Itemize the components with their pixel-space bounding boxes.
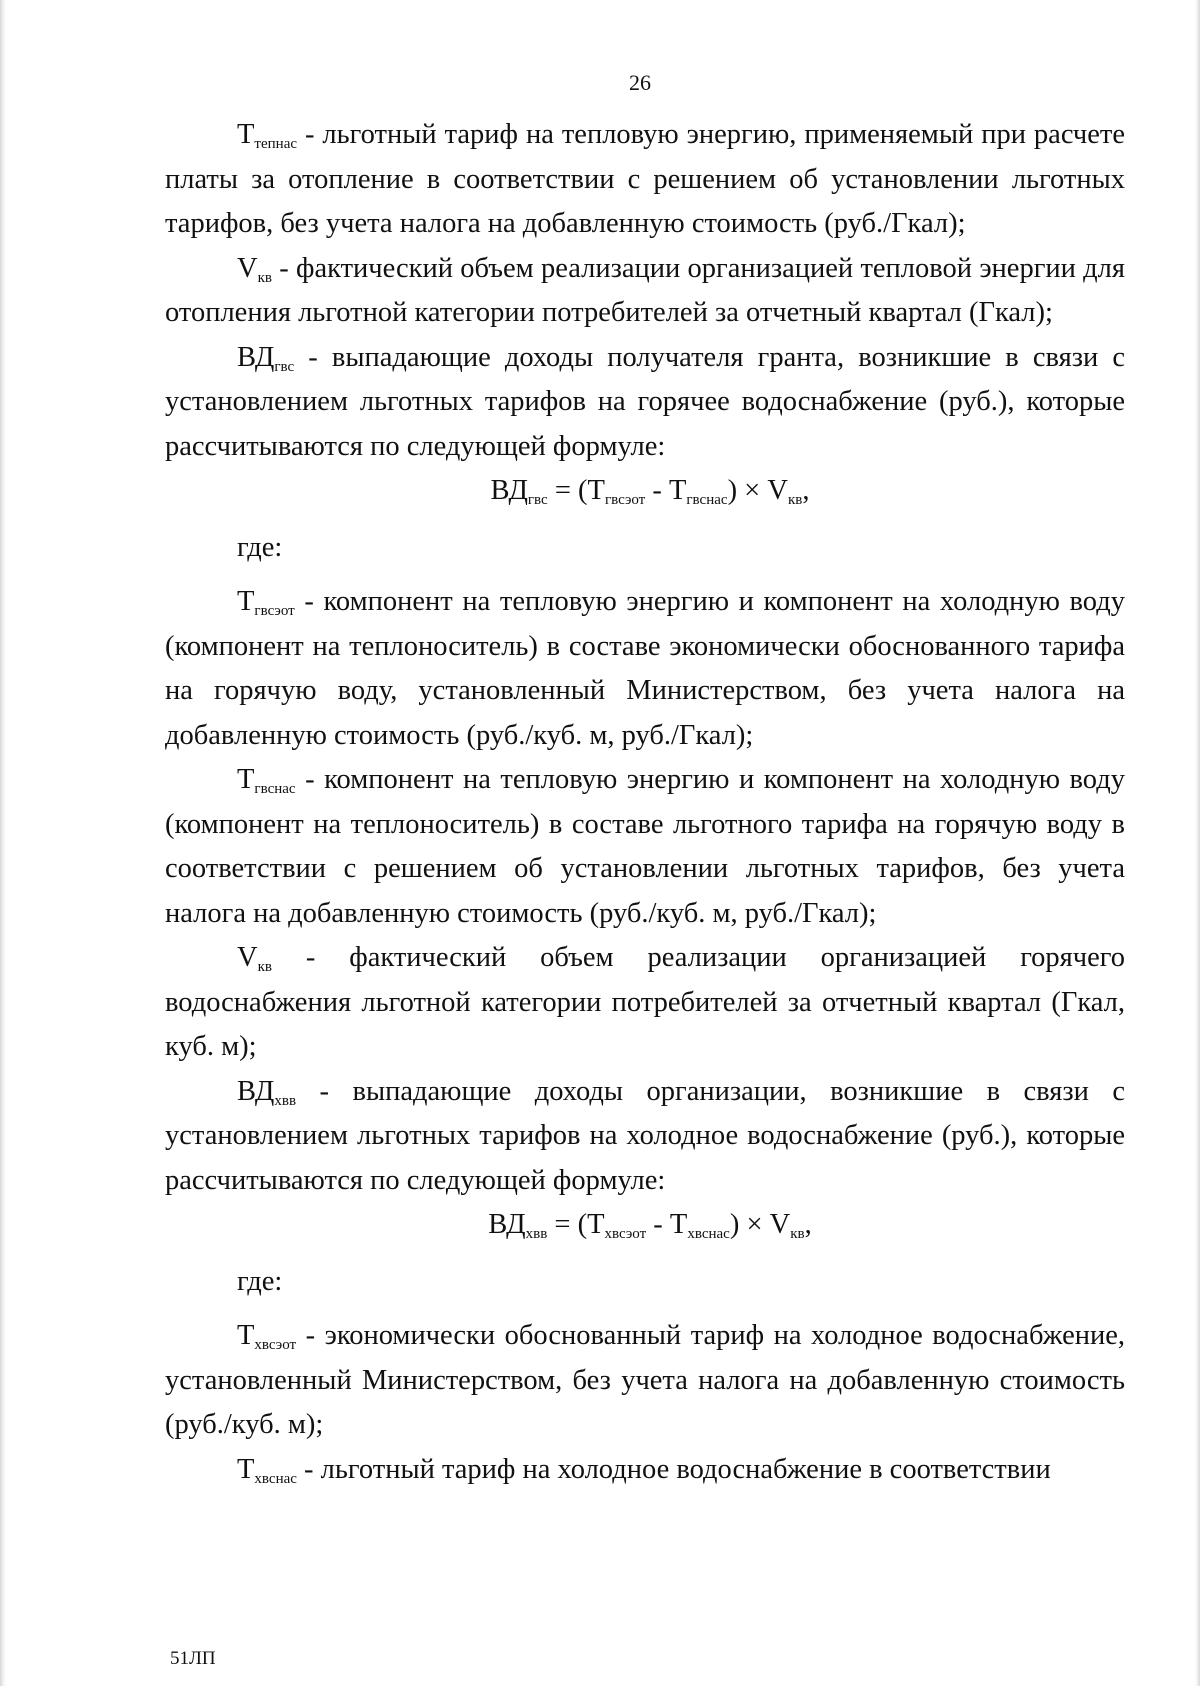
formula-lhs: ВД xyxy=(490,475,528,506)
definition-t-gvseot xyxy=(165,580,1125,758)
definition-vd-hvv xyxy=(165,1070,1125,1204)
symbol-subscript: хвв xyxy=(274,1092,297,1109)
symbol xyxy=(237,253,272,284)
symbol-subscript: гвс xyxy=(274,358,295,375)
where-label: где: xyxy=(237,531,283,563)
definition-text: - компонент на тепловую энергию и компонент на холодную воду (компонент на теплоноситель) в составе льготного тарифа на горячую воду в соответствии с решением об установлении льготных тарифов, без учета налога на добавленную стоимость (руб./куб. м, руб./Гкал); xyxy=(165,764,1125,929)
symbol-subscript: хвсэот xyxy=(254,1337,297,1353)
symbol-main: Т xyxy=(237,1453,255,1485)
symbol-main: Т xyxy=(237,119,255,150)
symbol-subscript: кв xyxy=(257,959,272,975)
symbol-main: V xyxy=(237,942,258,973)
formula-subscript: гвснас xyxy=(686,492,728,508)
symbol-main: V xyxy=(237,252,258,284)
symbol-subscript: хвснас xyxy=(254,1470,297,1487)
symbol-main: Т xyxy=(237,586,255,617)
symbol-main: Т xyxy=(237,764,255,795)
definition-v-kv-hot-water xyxy=(165,936,1125,1070)
formula-lhs-subscript: хвв xyxy=(525,1226,548,1242)
definition-t-hvseot xyxy=(165,1314,1125,1448)
document-body xyxy=(165,113,1125,1492)
formula-part: - Т xyxy=(646,1209,688,1240)
formula-lhs-subscript: гвс xyxy=(527,492,548,508)
formula-part: , xyxy=(802,475,810,506)
symbol xyxy=(237,1454,297,1485)
formula-part: , xyxy=(804,1209,812,1240)
symbol xyxy=(237,1076,296,1107)
formula-subscript: хвсэот xyxy=(604,1226,647,1242)
formula-part: = (Т xyxy=(547,1209,605,1240)
formula-lhs: ВД xyxy=(488,1209,526,1240)
symbol-subscript: кв xyxy=(257,269,272,286)
formula-part: - Т xyxy=(645,475,687,506)
definition-v-kv xyxy=(165,247,1125,336)
scan-edge-right xyxy=(1195,0,1200,1686)
symbol-main: ВД xyxy=(237,1075,275,1107)
definition-text: - экономически обоснованный тариф на холодное водоснабжение, установленный Министерством, без учета налога на добавленную стоимость (руб./куб. м); xyxy=(165,1320,1125,1440)
where-label: где: xyxy=(237,1265,283,1297)
definition-text: - льготный тариф на холодное водоснабжение в соответствии xyxy=(296,1453,1051,1485)
definition-text: - фактический объем реализации организацией тепловой энергии для отопления льготной категории потребителей за отчетный квартал (Гкал); xyxy=(165,252,1125,328)
symbol xyxy=(237,1320,296,1351)
definition-text: - выпадающие доходы получателя гранта, возникшие в связи с установлением льготных тарифов на горячее водоснабжение (руб.), которые рассчитываются по следующей формуле: xyxy=(165,341,1125,462)
symbol xyxy=(237,342,294,373)
formula-part: ) × V xyxy=(727,475,788,506)
formula-subscript: гвсэот xyxy=(604,492,646,508)
scan-edge-left xyxy=(0,0,6,1686)
document-code: 51ЛП xyxy=(170,1648,216,1669)
definition-vd-gvs xyxy=(165,336,1125,470)
definition-text: - выпадающие доходы организации, возникшие в связи с установлением льготных тарифов на холодное водоснабжение (руб.), которые рассчитываются по следующей формуле: xyxy=(165,1075,1125,1196)
definition-text: - компонент на тепловую энергию и компонент на холодную воду (компонент на теплоноситель) в составе экономически обоснованного тарифа на горячую воду, установленный Министерством, без учета налога на добавленную стоимость (руб./куб. м, руб./Гкал); xyxy=(165,586,1125,751)
symbol-main: ВД xyxy=(237,341,275,373)
formula-subscript: кв xyxy=(787,492,803,508)
page-number: 26 xyxy=(629,70,651,95)
formula-vd-gvs xyxy=(165,469,1125,514)
symbol-main: Т xyxy=(237,1320,255,1351)
symbol xyxy=(237,586,295,617)
formula-vd-hvv xyxy=(165,1203,1125,1248)
definition-t-gvsnas xyxy=(165,758,1125,936)
formula-subscript: хвснас xyxy=(687,1226,730,1242)
definition-text: - фактический объем реализации организацией горячего водоснабжения льготной категории потребителей за отчетный квартал (Гкал, куб. м); xyxy=(165,942,1125,1062)
formula-part: = (Т xyxy=(547,475,605,506)
symbol-subscript: тепнас xyxy=(254,136,298,152)
definition-t-hvsnas xyxy=(165,1448,1125,1493)
symbol-subscript: гвснас xyxy=(254,781,296,797)
symbol-subscript: гвсэот xyxy=(254,603,295,619)
symbol xyxy=(237,119,297,150)
definition-t-tepnas xyxy=(165,113,1125,247)
symbol xyxy=(237,764,296,795)
definition-text: - льготный тариф на тепловую энергию, применяемый при расчете платы за отопление в соответствии с решением об установлении льготных тарифов, без учета налога на добавленную стоимость (руб./Гкал); xyxy=(165,119,1125,239)
formula-subscript: кв xyxy=(790,1226,805,1242)
symbol xyxy=(237,942,272,973)
formula-part: ) × V xyxy=(729,1209,791,1240)
